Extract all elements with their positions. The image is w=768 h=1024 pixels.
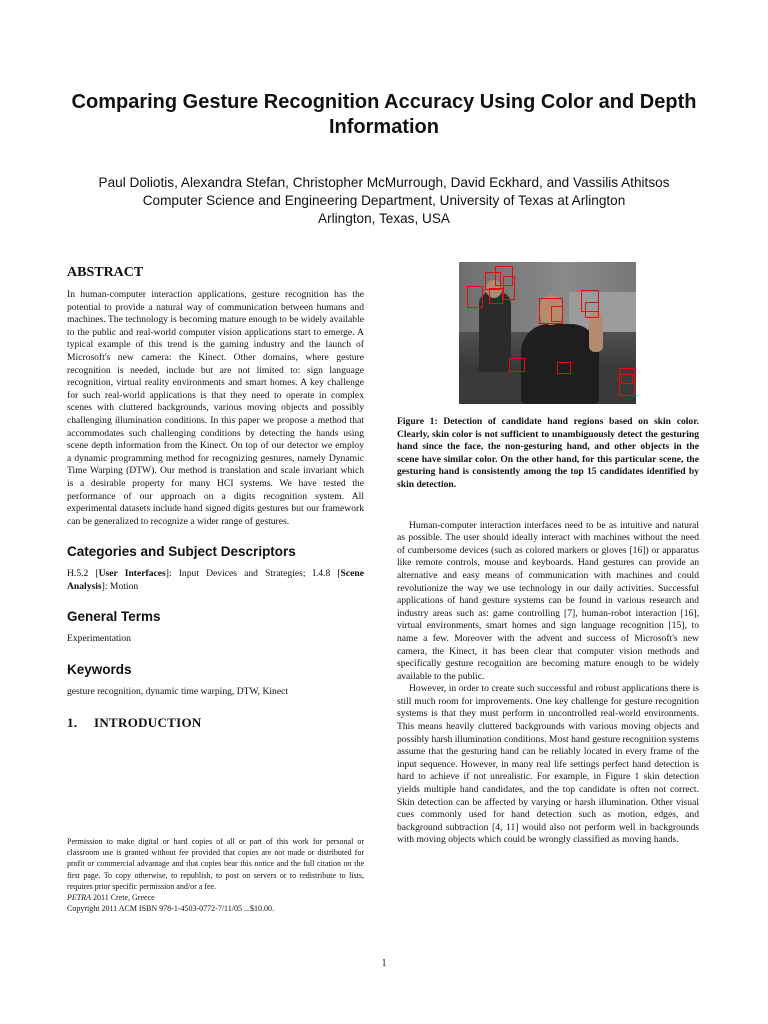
- page-number: 1: [381, 958, 387, 969]
- categories-motion: ]: Motion: [101, 580, 139, 592]
- categories-text: [67, 568, 364, 593]
- categories-label-ui: User Interfaces: [98, 568, 166, 580]
- author-block: [40, 174, 728, 228]
- general-terms-text: Experimentation: [67, 633, 131, 645]
- figure-1-image: [459, 262, 636, 404]
- venue-name: PETRA: [67, 893, 91, 903]
- detection-box: [503, 276, 515, 300]
- detection-box: [551, 306, 563, 322]
- detection-box: [467, 286, 483, 308]
- detection-box: [557, 362, 571, 374]
- abstract-heading: ABSTRACT: [67, 265, 144, 280]
- figure-1-caption: Figure 1: Detection of candidate hand regions based on skin color. Clearly, skin color is not sufficient to unambiguously detect the gesturing hand since the face, the non-gesturing hand, and other objects in the scene have similar color. On the other hand, for this particular scene, the gesturing hand is consistently among the top 15 candidates identified by skin detection.: [397, 416, 699, 490]
- intro-paragraph-1: Human-computer interaction interfaces need to be as intuitive and natural as possible. The user should ideally interact with machines without the need of cumbersome devices (such as colored markers or gloves [16]) or apparatus like remote controls, mouse and keyboards. Hand gestures can provide an alternative and easy means of communication with machines and could revolutionize the way we use technology in our daily activities. Successful applications of hand gesture systems can be found in various research and industry areas such as: game controlling [7], human-robot interaction [16], virtual environments, smart homes and sign language recognition [15], to name a few. Moreover with the advent and success of Microsoft's new camera, the Kinect, it has been clear that computer vision methods and specifically gesture recognition are becoming mature enough to be widely available to the public.: [397, 519, 699, 682]
- intro-paragraph-2: However, in order to create such successful and robust applications there is still much room for improvements. One key challenge for gesture recognition systems is that they must perform in uncontrolled real-world environments. This means heavily cluttered backgrounds with various moving objects and possibly harsh illumination conditions. Most hand gesture recognition systems assume that the gesturing hand can be reliably located in every frame of the input sequence. However, in many real life settings perfect hand detection is hard to achieve if not unrealistic. For example, in Figure 1 skin detection yields multiple hand candidates, and the top candidate is often not correct. Skin detection can be affected by varying or harsh illumination. Other visual cues commonly used for hand detection such as motion, edges, and background subtraction [4, 11] would also not perform well in backgrounds with moving objects which could be wrongly classified as moving hands.: [397, 683, 699, 846]
- categories-label-scene: Scene Analysis: [67, 568, 364, 592]
- author-names: Paul Doliotis, Alexandra Stefan, Christopher McMurrough, David Eckhard, and Vassilis Athitsos: [98, 175, 670, 190]
- permission-notice: [67, 836, 364, 914]
- right-column: [397, 262, 699, 847]
- categories-rest: ]: Input Devices and Strategies; I.4.8 [: [165, 568, 341, 580]
- detection-box: [509, 358, 525, 372]
- raised-arm: [589, 312, 603, 352]
- author-affiliation: Computer Science and Engineering Department, University of Texas at Arlington: [142, 193, 626, 208]
- section-title: INTRODUCTION: [94, 714, 202, 730]
- detection-box: [585, 302, 599, 318]
- categories-heading: Categories and Subject Descriptors: [67, 544, 296, 560]
- venue-rest: 2011 Crete, Greece: [91, 893, 155, 903]
- detection-box: [621, 374, 633, 384]
- section-number: 1.: [67, 714, 78, 730]
- author-location: Arlington, Texas, USA: [318, 211, 450, 226]
- venue-line: [67, 892, 364, 903]
- keywords-text: gesture recognition, dynamic time warping, DTW, Kinect: [67, 686, 289, 698]
- copyright-line: Copyright 2011 ACM ISBN 978-1-4503-0772-7/11/05 ...$10.00.: [67, 904, 274, 914]
- background-person: [479, 292, 511, 372]
- abstract-text: In human-computer interaction applications, gesture recognition has the potential to provide a natural way of communication between humans and machines. The technology is becoming mature enough to be widely available to the public and real-world computer vision applications start to emerge. A typical example of this trend is the gaming industry and the launch of Microsoft's new camera: the Kinect. Other domains, where gesture recognition is needed, include but are not limited to: sign language recognition, virtual reality environments and smart homes. A key challenge for such real-world applications is that they need to operate in complex scenes with cluttered backgrounds, various moving objects and possibly challenging illumination conditions. In this paper we propose a method that accommodates such challenging conditions by detecting the hands using scene depth information from the Kinect. On top of our detector we employ a dynamic programming method for recognizing gestures, namely Dynamic Time Warping (DTW). Our method is translation and scale invariant which is a desirable property for many HCI systems. We have tested the performance of our approach on a digits recognition system. All experimental datasets include hand signed digits gestures but our framework can be generalized to recognize a wider range of gestures.: [67, 289, 364, 527]
- general-terms-heading: General Terms: [67, 609, 161, 625]
- keywords-heading: Keywords: [67, 662, 132, 678]
- categories-code: H.5.2 [: [67, 568, 99, 580]
- introduction-heading: [67, 715, 364, 731]
- permission-text: Permission to make digital or hard copies of all or part of this work for personal or classroom use is granted without fee provided that copies are not made or distributed for profit or commercial advantage and that copies bear this notice and the full citation on the first page. To copy otherwise, to republish, to post on servers or to redistribute to lists, requires prior specific permission and/or a fee.: [67, 837, 364, 891]
- left-column: [67, 265, 364, 739]
- paper-title: Comparing Gesture Recognition Accuracy Using Color and Depth Information: [71, 91, 697, 138]
- detection-box: [489, 288, 503, 304]
